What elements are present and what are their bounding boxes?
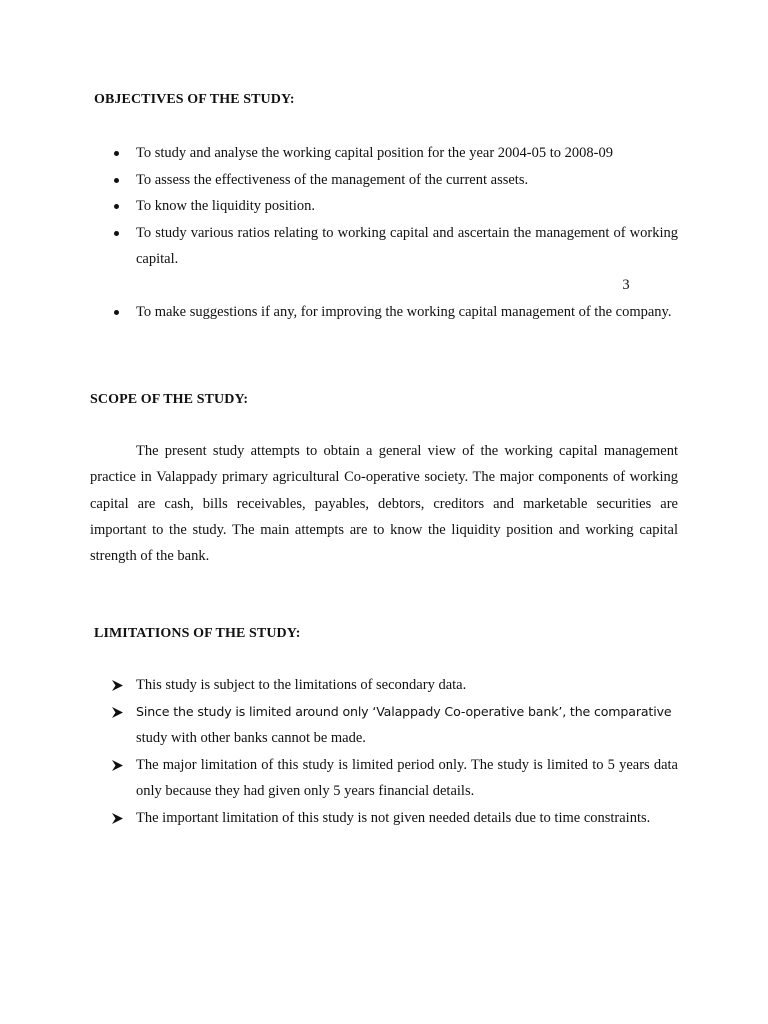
list-item bbox=[112, 672, 678, 699]
list-item bbox=[112, 220, 678, 273]
limitation-text: The important limitation of this study is not given needed details due to time constraints. bbox=[136, 809, 651, 826]
limitation-text: Since the study is limited around only ‘Valappady Co-operative bank’, the comparative bbox=[136, 703, 672, 719]
limitation-text-continued: study with other banks cannot be made. bbox=[136, 730, 366, 746]
limitations-heading: LIMITATIONS OF THE STUDY: bbox=[94, 626, 301, 641]
list-item bbox=[112, 752, 678, 805]
list-item bbox=[112, 167, 678, 194]
list-item bbox=[112, 805, 678, 832]
objective-text: To study various ratios relating to working capital and ascertain the management of working capital. bbox=[136, 224, 678, 267]
page-number: 3 bbox=[622, 277, 630, 293]
list-item bbox=[112, 140, 678, 167]
scope-paragraph: The present study attempts to obtain a general view of the working capital management practice in Valappady primary agricultural Co-operative society. The major components of working capital are cash, bills receivables, payables, debtors, creditors and marketable securities are important to the study. The main attempts are to know the liquidity position and working capital strength of the bank. bbox=[90, 443, 678, 565]
limitation-text: The major limitation of this study is limited period only. The study is limited to 5 years data only because they had given only 5 years financial details. bbox=[136, 756, 678, 799]
objectives-heading: OBJECTIVES OF THE STUDY: bbox=[94, 92, 295, 107]
list-item bbox=[112, 193, 678, 220]
objectives-list bbox=[112, 140, 678, 273]
objective-text: To make suggestions if any, for improving the working capital management of the company. bbox=[136, 304, 672, 320]
list-item bbox=[112, 299, 678, 326]
objectives-list-continued bbox=[112, 299, 678, 326]
objective-text: To study and analyse the working capital position for the year 2004-05 to 2008-09 bbox=[136, 145, 613, 161]
scope-heading: SCOPE OF THE STUDY: bbox=[90, 392, 249, 407]
objective-text: To know the liquidity position. bbox=[136, 198, 316, 214]
list-item bbox=[112, 699, 678, 752]
objective-text: To assess the effectiveness of the management of the current assets. bbox=[136, 171, 529, 188]
limitation-text: This study is subject to the limitations of secondary data. bbox=[136, 677, 467, 693]
limitations-list bbox=[112, 672, 678, 831]
